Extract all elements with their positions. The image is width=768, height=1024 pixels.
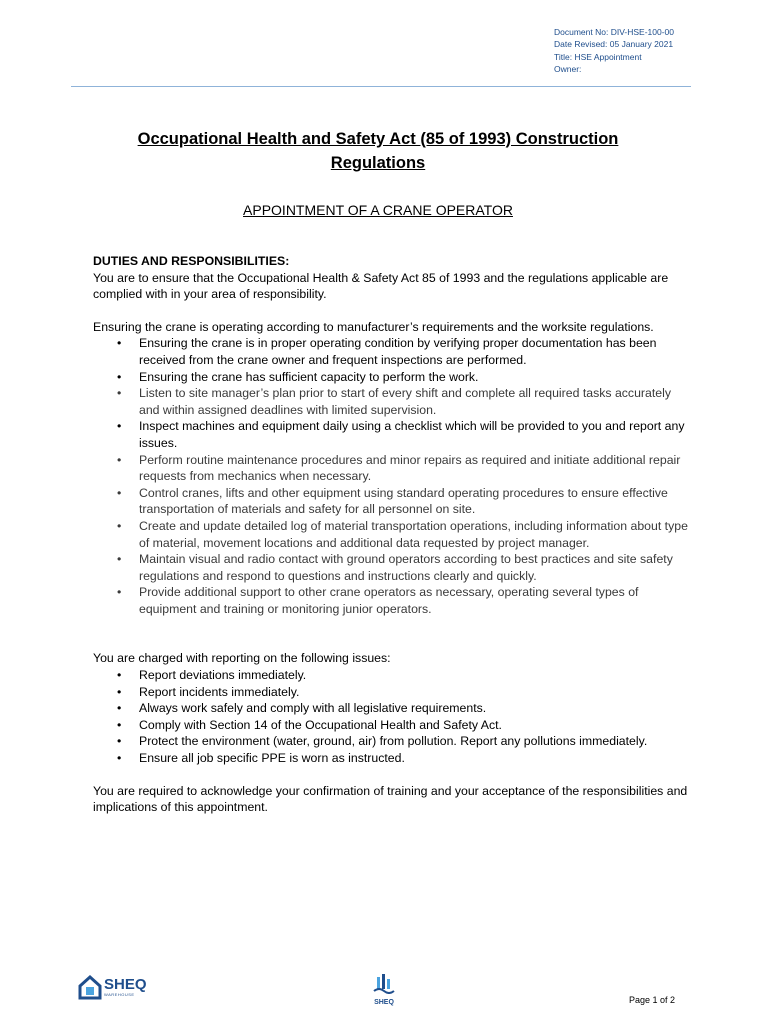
- duties-list: [93, 335, 693, 617]
- header-rule: [71, 86, 691, 87]
- list-item: • Perform routine maintenance procedures and minor repairs as required and initiate additional repair requests from mechanics when necessary.: [117, 452, 681, 484]
- bullet-icon: •: [117, 452, 122, 467]
- document-title-meta: Title: HSE Appointment: [554, 51, 642, 62]
- list-item: • Maintain visual and radio contact with ground operators according to best practices and site safety regulations and respond to questions and instructions clearly and quickly.: [117, 552, 673, 583]
- reporting-list: [93, 667, 693, 767]
- document-number: Document No: DIV-HSE-100-00: [554, 27, 674, 37]
- list-item: • Ensure all job specific PPE is worn as instructed.: [117, 751, 405, 766]
- reporting-intro: You are charged with reporting on the following issues:: [93, 651, 391, 666]
- bullet-icon: •: [117, 386, 122, 401]
- bullet-icon: •: [117, 668, 122, 683]
- list-item: • Control cranes, lifts and other equipment using standard operating procedures to ensure effective transportation of materials and safety for all personnel on site.: [117, 485, 668, 517]
- bullet-icon: •: [117, 684, 122, 699]
- list-item: • Create and update detailed log of material transportation operations, including information about type of material, movement locations and additional data requested by project manager.: [117, 518, 688, 550]
- bullet-icon: •: [117, 751, 122, 766]
- duties-heading: DUTIES AND RESPONSIBILITIES:: [93, 254, 290, 268]
- list-item: • Comply with Section 14 of the Occupational Health and Safety Act.: [117, 717, 502, 732]
- bullet-icon: •: [117, 336, 122, 351]
- list-item: • Report deviations immediately.: [117, 668, 307, 683]
- list-item: • Inspect machines and equipment daily using a checklist which will be provided to you and report any issues.: [117, 419, 685, 450]
- list-item: • Report incidents immediately.: [117, 684, 300, 699]
- document-owner: Owner:: [554, 64, 582, 75]
- bullet-icon: •: [117, 552, 122, 567]
- house-logo-icon: [78, 974, 102, 1000]
- page-number: Page 1 of 2: [629, 995, 676, 1005]
- bullet-icon: •: [117, 485, 122, 500]
- intro-paragraph: You are to ensure that the Occupational Health & Safety Act 85 of 1993 and the regulations applicable are complied with in your area of responsibility.: [93, 270, 669, 302]
- bullet-icon: •: [117, 369, 122, 384]
- sheq-warehouse-logo: SHEQ WAREHOUSE: [78, 974, 147, 1000]
- page-title: Occupational Health and Safety Act (85 of 1993) Construction Regulations: [137, 130, 619, 172]
- bullet-icon: •: [117, 717, 122, 732]
- date-revised: Date Revised: 05 January 2021: [554, 39, 674, 50]
- list-item: • Provide additional support to other crane operators as necessary, operating several types of equipment and training or monitoring junior operators.: [117, 585, 639, 616]
- bullet-icon: •: [117, 585, 122, 600]
- list-item: • Listen to site manager’s plan prior to start of every shift and complete all required tasks accurately and within assigned deadlines with limited supervision.: [117, 386, 671, 417]
- list-item: • Protect the environment (water, ground, air) from pollution. Report any pollutions immediately.: [117, 734, 648, 749]
- sheq-logo: SHEQ: [369, 974, 399, 1006]
- crane-intro-paragraph: Ensuring the crane is operating according to manufacturer’s requirements and the worksite regulations.: [93, 319, 654, 334]
- document-body: [93, 253, 693, 816]
- document-meta: [554, 26, 674, 76]
- list-item: • Ensuring the crane has sufficient capacity to perform the work.: [117, 369, 479, 384]
- list-item: • Ensuring the crane is in proper operating condition by verifying proper documentation has been received from the crane owner and frequent inspections are performed.: [117, 336, 657, 367]
- list-item: • Always work safely and comply with all legislative requirements.: [117, 701, 487, 716]
- bullet-icon: •: [117, 734, 122, 749]
- bullet-icon: •: [117, 701, 122, 716]
- bullet-icon: •: [117, 419, 122, 434]
- page-subtitle: APPOINTMENT OF A CRANE OPERATOR: [243, 202, 513, 218]
- waves-logo-icon: [373, 974, 395, 994]
- bullet-icon: •: [117, 518, 122, 533]
- closing-paragraph: You are required to acknowledge your confirmation of training and your acceptance of the responsibilities and implications of this appointment.: [93, 783, 688, 815]
